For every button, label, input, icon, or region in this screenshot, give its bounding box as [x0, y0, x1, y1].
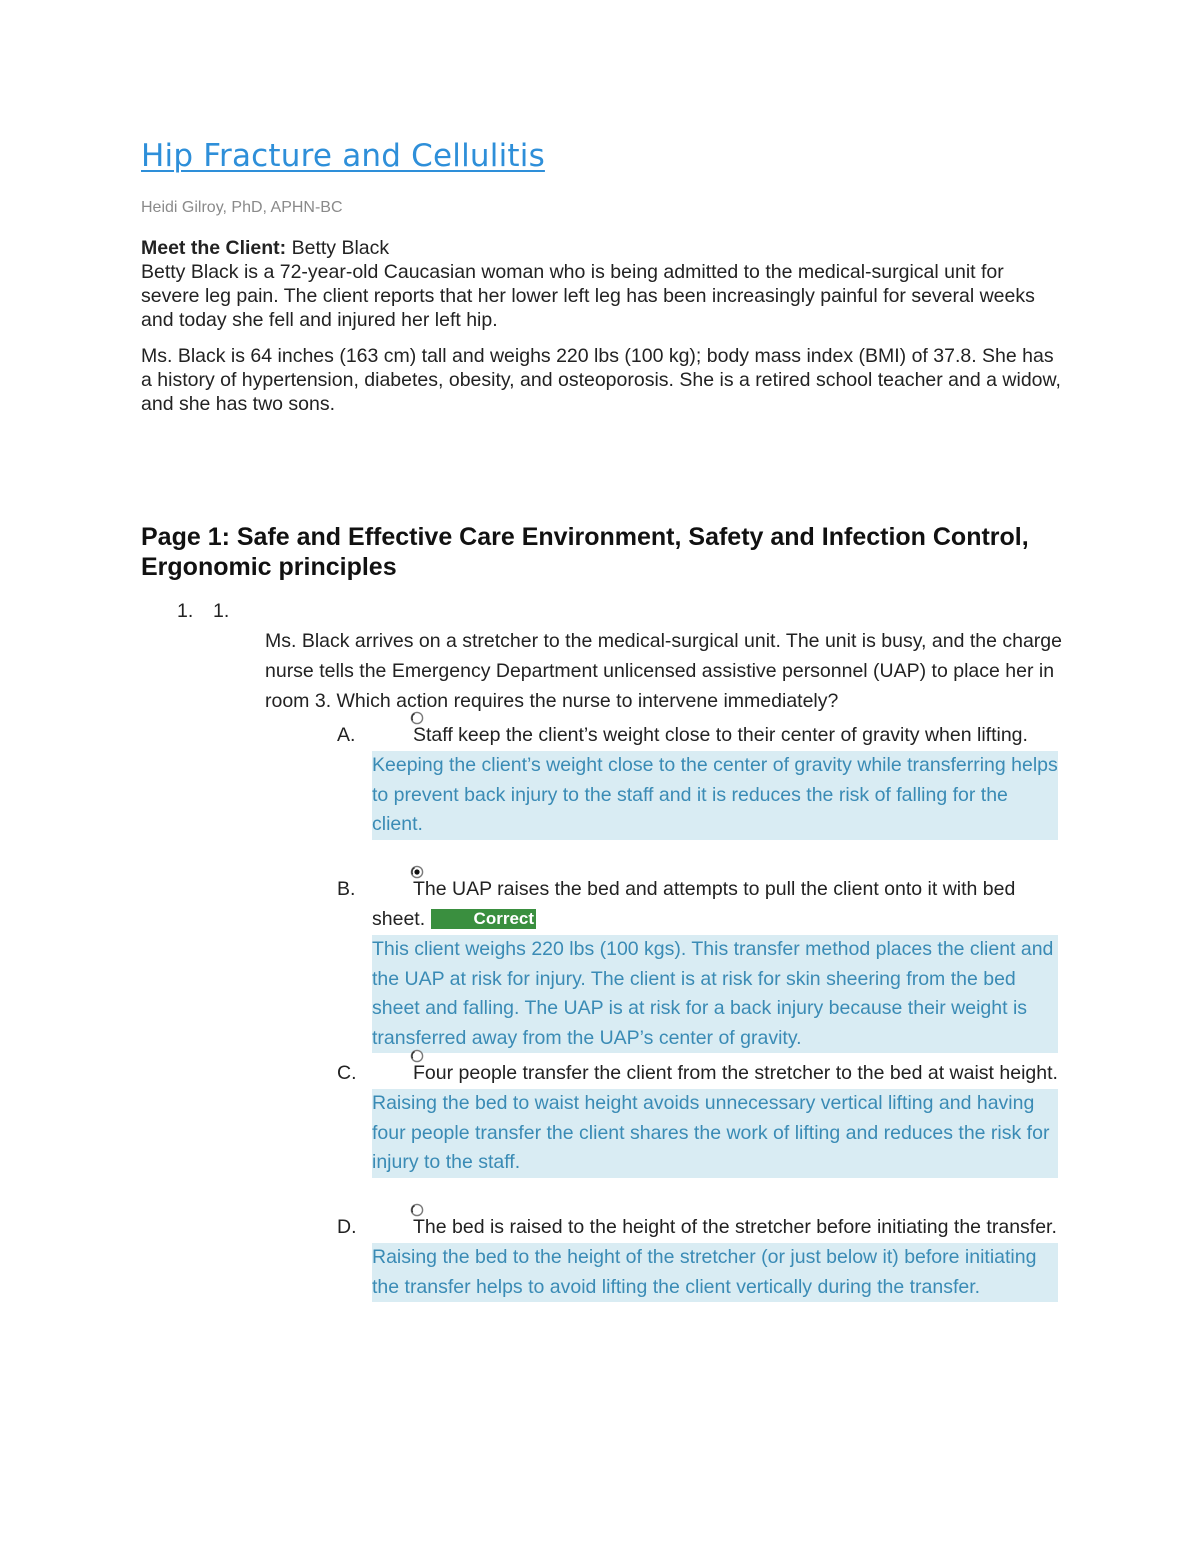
correct-badge: Correct: [431, 909, 536, 929]
option-rationale: This client weighs 220 lbs (100 kgs). This transfer method places the client and the UAP at risk for injury. The client is at risk for skin sheering from the bed sheet and falling. The UAP is at risk for a back injury because their weight is transferred away from the UAP’s center of gravity.: [372, 935, 1058, 1053]
option-letter: B.: [337, 878, 356, 900]
client-intro: [141, 236, 1061, 416]
option-text: [372, 874, 1060, 934]
option-rationale: Keeping the client’s weight close to the center of gravity while transferring helps to prevent back injury to the staff and it is reduces the risk of falling for the client.: [372, 751, 1058, 840]
option-text: The bed is raised to the height of the stretcher before initiating the transfer.: [413, 1216, 1057, 1238]
meet-label: Meet the Client:: [141, 237, 287, 259]
option-letter: D.: [337, 1216, 357, 1238]
document-title[interactable]: Hip Fracture and Cellulitis: [141, 138, 545, 174]
radio-unselected-icon[interactable]: [410, 1049, 424, 1063]
option-letter: A.: [337, 724, 356, 746]
question-stem: Ms. Black arrives on a stretcher to the medical-surgical unit. The unit is busy, and the charge nurse tells the Emergency Department unlicensed assistive personnel (UAP) to place her in room 3. Which action requires the nurse to intervene immediately?: [265, 630, 1062, 712]
option-body: [372, 874, 1060, 1053]
radio-unselected-icon[interactable]: [410, 711, 424, 725]
option-text-content: The UAP raises the bed and attempts to pull the client onto it with bed sheet.: [372, 878, 1016, 930]
option-body: [372, 1212, 1060, 1302]
intro-paragraph-2: Ms. Black is 64 inches (163 cm) tall and weighs 220 lbs (100 kg); body mass index (BMI) of 37.8. She has a history of hypertension, diabetes, obesity, and osteoporosis. She is a retired school teacher and a widow, and she has two sons.: [141, 345, 1061, 415]
option-text: Four people transfer the client from the stretcher to the bed at waist height.: [413, 1062, 1058, 1084]
list-marker: 1.: [177, 600, 194, 622]
radio-unselected-icon[interactable]: [410, 1203, 424, 1217]
option-text: Staff keep the client’s weight close to their center of gravity when lifting.: [413, 724, 1028, 746]
radio-selected-icon[interactable]: [410, 865, 424, 879]
client-name: Betty Black: [291, 237, 390, 259]
option-letter: C.: [337, 1062, 357, 1084]
intro-paragraph-1: Betty Black is a 72-year-old Caucasian woman who is being admitted to the medical-surgical unit for severe leg pain. The client reports that her lower left leg has been increasingly painful for several weeks and today she fell and injured her left hip.: [141, 261, 1035, 331]
section-heading: Page 1: Safe and Effective Care Environment, Safety and Infection Control, Ergonomic principles: [141, 523, 1029, 581]
author-line: Heidi Gilroy, PhD, APHN-BC: [141, 199, 343, 216]
question-number: 1.: [213, 600, 230, 622]
option-rationale: Raising the bed to waist height avoids unnecessary vertical lifting and having four people transfer the client shares the work of lifting and reduces the risk for injury to the staff.: [372, 1089, 1058, 1178]
option-body: [372, 1058, 1060, 1178]
meet-the-client-line: [141, 236, 1061, 260]
option-body: [372, 720, 1060, 840]
option-rationale: Raising the bed to the height of the stretcher (or just below it) before initiating the transfer helps to avoid lifting the client vertically during the transfer.: [372, 1243, 1058, 1302]
